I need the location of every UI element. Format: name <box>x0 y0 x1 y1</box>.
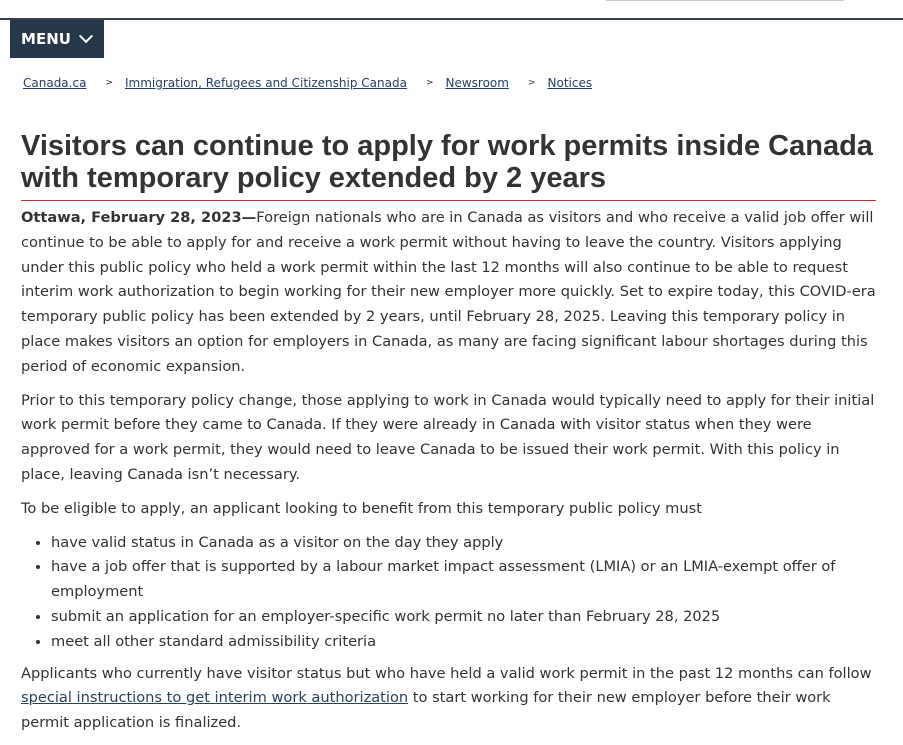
paragraph-text: Applicants who currently have visitor status but who have held a valid work permit in the past 12 months can follow <box>21 664 872 682</box>
dateline: Ottawa, February 28, 2023— <box>21 209 257 226</box>
article-paragraph-4 <box>21 662 881 736</box>
search-input[interactable] <box>606 0 844 1</box>
breadcrumb-link-newsroom[interactable]: Newsroom <box>445 76 509 90</box>
chevron-down-icon <box>79 29 93 43</box>
menu-button[interactable] <box>10 20 104 58</box>
list-item: • have a job offer that is supported by a labour market impact assessment (LMIA) or an LMIA-exempt offer of employment <box>51 555 881 605</box>
breadcrumb-separator-icon: > <box>425 78 434 88</box>
breadcrumb-link-ircc[interactable]: Immigration, Refugees and Citizenship Canada <box>124 76 407 90</box>
breadcrumb-link-notices[interactable]: Notices <box>547 76 593 90</box>
paragraph-text: to start working for their new employer before their work permit application is finalized. <box>21 689 831 732</box>
breadcrumb <box>23 76 592 90</box>
header-top-border <box>0 0 903 20</box>
article-paragraph-3: To be eligible to apply, an applicant looking to benefit from this temporary public policy must <box>21 499 702 517</box>
article-paragraph-1 <box>21 206 881 380</box>
eligibility-list <box>21 531 881 655</box>
page-title: Visitors can continue to apply for work permits inside Canada with temporary policy extended by 2 years <box>21 130 876 201</box>
article-paragraph-2: Prior to this temporary policy change, those applying to work in Canada would typically need to apply for their initial work permit before they came to Canada. If they were already in Canada with visitor status when they were approved for a work permit, they would need to leave Canada to be issued their work permit. With this policy in place, leaving Canada isn’t necessary. <box>21 391 875 483</box>
list-item: • have valid status in Canada as a visitor on the day they apply <box>51 531 881 556</box>
list-item: • submit an application for an employer-specific work permit no later than February 28, 2025 <box>51 605 881 630</box>
breadcrumb-separator-icon: > <box>105 78 113 88</box>
paragraph-text: Foreign nationals who are in Canada as visitors and who receive a valid job offer will continue to be able to apply for and receive a work permit without having to leave the country. Visitors applying under this public policy who held a work permit within the last 12 months will also continue to be able to request interim work authorization to begin working for their new employer more quickly. Set to expire today, this COVID-era temporary public policy has been extended by 2 years, until February 28, 2025. Leaving this temporary policy in place makes visitors an option for employers in Canada, as many are facing significant labour shortages during this period of economic expansion. <box>21 209 876 375</box>
breadcrumb-link-canada[interactable]: Canada.ca <box>23 76 87 90</box>
menu-label: MENU <box>21 30 71 48</box>
breadcrumb-separator-icon: > <box>527 78 536 88</box>
interim-work-authorization-link[interactable]: special instructions to get interim work authorization <box>21 689 409 707</box>
list-item: • meet all other standard admissibility criteria <box>51 630 881 655</box>
article-body <box>21 206 881 745</box>
